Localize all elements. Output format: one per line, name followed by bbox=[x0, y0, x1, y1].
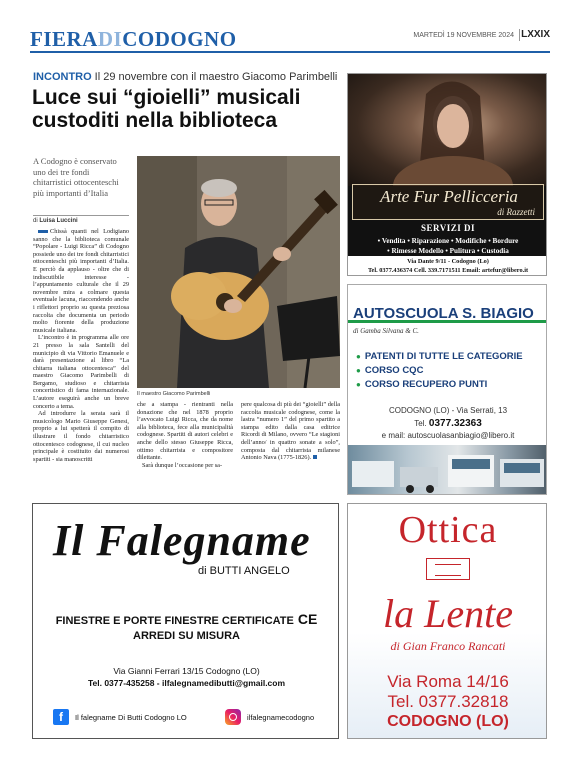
falegname-products-text: FINESTRE E PORTE FINESTRE CERTIFICATE bbox=[55, 615, 294, 627]
fur-services-line: • Vendita • Riparazione • Modifiche • Bordure bbox=[377, 237, 519, 245]
falegname-products bbox=[33, 611, 340, 627]
section-title-part2: DI bbox=[97, 27, 123, 51]
section-title-part1: FIERA bbox=[30, 27, 98, 51]
article-kicker bbox=[33, 71, 337, 83]
ad-ottica[interactable] bbox=[347, 503, 547, 739]
masthead-separator bbox=[519, 29, 520, 41]
article-byline bbox=[33, 215, 129, 224]
autoscuola-vehicles-photo bbox=[348, 445, 547, 495]
ad-autoscuola[interactable] bbox=[347, 284, 547, 495]
photo-caption: Il maestro Giacomo Parimbelli bbox=[137, 391, 211, 397]
byline-name: Luisa Luccini bbox=[39, 218, 78, 224]
article-paragraph: Sarà dunque l’occasione per sa- bbox=[142, 461, 223, 469]
fur-contacts: Tel. 0377.436374 Cell. 339.7171511 Email: artefur@libero.it bbox=[367, 266, 529, 274]
end-mark-icon bbox=[313, 455, 317, 459]
article-paragraph: L’incontro è in programma alle ore 21 presso la sala Santelli del municipio di via Vittorio Emanuele e darà presentazione al libro “La chitarra italiana ottocentesca” del maestro Giacomo Parimbelli di Bergamo, studioso e chitarrista concertistico di fama internazionale. L’autore eseguirà anche un breve concerto a tema. bbox=[33, 334, 129, 410]
facebook-handle[interactable]: Il falegname Di Butti Codogno LO bbox=[75, 713, 187, 722]
masthead-rule bbox=[30, 51, 550, 53]
autoscuola-courses bbox=[356, 350, 523, 392]
autoscuola-email[interactable]: e mail: autoscuolasanbiagio@libero.it bbox=[381, 431, 515, 440]
ottica-address: Via Roma 14/16 bbox=[387, 672, 509, 691]
instagram-icon[interactable] bbox=[225, 709, 241, 725]
list-item: ● PATENTI DI TUTTE LE CATEGORIE bbox=[356, 350, 523, 364]
autoscuola-title: AUTOSCUOLA S. BIAGIO bbox=[353, 305, 534, 322]
glasses-ornament-icon bbox=[426, 558, 470, 580]
fur-banner bbox=[352, 184, 544, 220]
article-paragraph-text: pere qualcosa di più dei “gioielli” della raccolta musicale codognese, come la lastra “numero 1” del primo spartito a stampa edito dalla casa editrice Ricordi di Milano, ovvero “Le stagioni dell’anno/ in quattro sonate a solo”, composta dal chitarrista milanese Antonio Nava (1775-1826). bbox=[241, 401, 340, 462]
article-paragraph: Ad introdurre la serata sarà il musicologo Mario Giuseppe Genesi, proprio a lui spetterà il compito di illustrare il fondo chitarristico ottocentesco codognese, il cui nucleo principale è costituito dai numerosi spartiti - sia manoscritti bbox=[33, 410, 129, 463]
instagram-handle[interactable]: ilfalegnamecodogno bbox=[247, 713, 315, 722]
article-headline: Luce sui “gioielli” musicali custoditi nella biblioteca bbox=[32, 86, 301, 132]
article-paragraph: che a stampa - rientranti nella donazione che nel 1878 proprio l’avvocato Luigi Ricca, che da nome alla biblioteca, fece alla municipalità codognese. Spartiti di autori celebri e anche dello stesso Giuseppe Ricca, ottimo chitarrista e compositore dilettante. bbox=[137, 401, 233, 462]
list-item: ● CORSO RECUPERO PUNTI bbox=[356, 378, 523, 392]
fur-shop-owner: di Razzetti bbox=[497, 207, 535, 217]
ad-arte-fur[interactable] bbox=[347, 73, 547, 276]
fur-services-list bbox=[352, 237, 544, 256]
guitarist-photo bbox=[137, 156, 340, 388]
phone-label: Tel. bbox=[414, 419, 427, 428]
article-column-3 bbox=[241, 401, 340, 462]
fur-address: Via Dante 9/11 - Codogno (Lo) bbox=[407, 258, 489, 265]
fur-address-box bbox=[348, 256, 547, 276]
article-paragraph: Chissà quanti nel Lodigiano sanno che la biblioteca comunale “Popolare - Luigi Ricca” di Codogno possiede uno dei tre fondi chitarristici ottocenteschi più importanti d’Italia. E perciò da applauso - oltre che di indiscutibile interesse - l’appuntamento culturale che il 29 novembre mira a colmare questa eventuale lacuna, riaccendendo anche i riflettori proprio su questa preziosa raccolta che documenta un periodo molto fiorente della produzione musicale italiana. bbox=[33, 228, 129, 334]
ottica-title: Ottica bbox=[398, 509, 498, 551]
article-column-1 bbox=[33, 228, 129, 463]
falegname-title: Il Falegname bbox=[53, 516, 311, 565]
guitarist-illustration bbox=[137, 156, 340, 388]
fur-services-line: • Rimesse Modello • Pulitura • Custodia bbox=[387, 246, 509, 255]
facebook-icon[interactable]: f bbox=[53, 709, 69, 725]
fur-shop-name: Arte Fur Pellicceria bbox=[380, 187, 518, 206]
falegname-custom: ARREDI SU MISURA bbox=[133, 630, 240, 642]
section-title-part3: CODOGNO bbox=[122, 27, 237, 51]
autoscuola-header bbox=[348, 285, 547, 323]
ottica-shop-name: la Lente bbox=[383, 591, 513, 636]
ottica-city: CODOGNO (LO) bbox=[387, 713, 509, 730]
article-paragraph bbox=[241, 401, 340, 462]
byline-prefix: di bbox=[33, 218, 38, 224]
fur-services-title: SERVIZI DI bbox=[421, 223, 475, 233]
issue-number: LXXIX bbox=[521, 29, 550, 40]
issue-date: MARTEDÌ 19 NOVEMBRE 2024 bbox=[413, 32, 514, 39]
ad-falegname[interactable] bbox=[32, 503, 339, 739]
section-title bbox=[30, 27, 237, 52]
list-item: ● CORSO CQC bbox=[356, 364, 523, 378]
falegname-owner: di BUTTI ANGELO bbox=[198, 565, 290, 577]
ottica-owner: di Gian Franco Rancati bbox=[390, 639, 506, 653]
autoscuola-subtitle: di Gamba Silvana & C. bbox=[353, 327, 419, 335]
falegname-contact[interactable]: Tel. 0377-435258 - ilfalegnamedibutti@gmail.com bbox=[87, 678, 286, 688]
vehicles-illustration bbox=[348, 445, 547, 495]
article-column-2 bbox=[137, 401, 233, 469]
article-deck: A Codogno è conservato uno dei tre fondi chitarristici ottocenteschi più importanti d’Italia bbox=[33, 156, 119, 198]
ce-mark: CE bbox=[297, 611, 318, 627]
phone-number: 0377.32363 bbox=[428, 418, 482, 429]
masthead bbox=[30, 27, 550, 55]
kicker-label: INCONTRO bbox=[33, 71, 92, 83]
fur-model-illustration bbox=[348, 74, 547, 186]
falegname-social bbox=[53, 709, 323, 727]
falegname-address: Via Gianni Ferrari 13/15 Codogno (LO) bbox=[113, 666, 260, 676]
kicker-text: Il 29 novembre con il maestro Giacomo Parimbelli bbox=[94, 71, 338, 83]
autoscuola-phone bbox=[348, 418, 547, 429]
autoscuola-address: CODOGNO (LO) - Via Serrati, 13 bbox=[388, 406, 508, 415]
fur-model-photo bbox=[348, 74, 547, 186]
ottica-phone: Tel. 0377.32818 bbox=[387, 692, 509, 711]
